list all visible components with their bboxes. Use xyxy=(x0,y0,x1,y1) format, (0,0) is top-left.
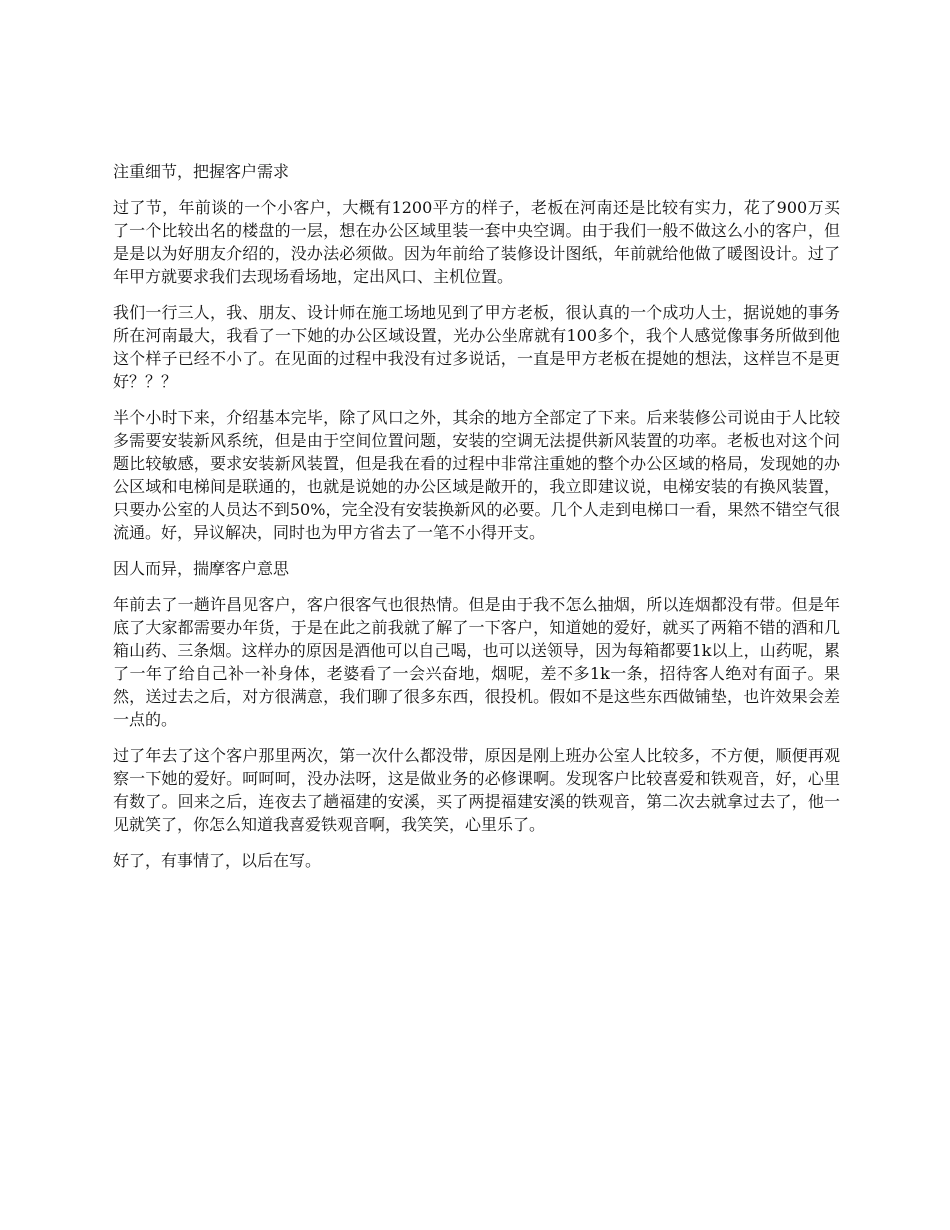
section-heading-details: 注重细节，把握客户需求 xyxy=(113,162,290,181)
section-heading-adapt: 因人而异，揣摩客户意思 xyxy=(113,559,290,578)
paragraph-ventilation-objection: 半个小时下来，介绍基本完毕，除了风口之外，其余的地方全部定了下来。后来装修公司说由于人比较多需要安装新风系统，但是由于空间位置问题，安装的空调无法提供新风装置的功率。老板也对这个问题比较敏感，要求安装新风装置，但是我在看的过程中非常注重她的整个办公区域的格局，发现她的办公区域和电梯间是联通的，也就是说她的办公区域是敞开的，我立即建议说，电梯安装的有换风装置，只要办公室的人员达不到50%，完全没有安装换新风的必要。几个人走到电梯口一看，果然不错空气很流通。好，异议解决，同时也为甲方省去了一笔不小得开支。 xyxy=(113,408,840,542)
paragraph-xuchang-visit: 年前去了一趟许昌见客户，客户很客气也很热情。但是由于我不怎么抽烟，所以连烟都没有带。但是年底了大家都需要办年货，于是在此之前我就了解了一下客户，知道她的爱好，就买了两箱不错的酒和几箱山药、三条烟。这样办的原因是酒他可以自己喝，也可以送领导，因为每箱都要1k以上，山药呢，累了一年了给自己补一补身体，老婆看了一会兴奋地，烟呢，差不多1k一条，招待客人绝对有面子。果然，送过去之后，对方很满意，我们聊了很多东西，很投机。假如不是这些东西做铺垫，也许效果会差一点的。 xyxy=(113,595,840,729)
paragraph-site-visit: 我们一行三人，我、朋友、设计师在施工场地见到了甲方老板，很认真的一个成功人士，据说她的事务所在河南最大，我看了一下她的办公区域设置，光办公坐席就有100多个，我个人感觉像事务所做到他这个样子已经不小了。在见面的过程中我没有过多说话，一直是甲方老板在提她的想法，这样岂不是更好？？？ xyxy=(113,303,840,391)
paragraph-closing: 好了，有事情了，以后在写。 xyxy=(113,851,322,870)
paragraph-client-background: 过了节，年前谈的一个小客户，大概有1200平方的样子，老板在河南还是比较有实力，花了900万买了一个比较出名的楼盘的一层，想在办公区域里装一套中央空调。由于我们一般不做这么小的客户，但是是以为好朋友介绍的，没办法必须做。因为年前给了装修设计图纸，年前就给他做了暖图设计。过了年甲方就要求我们去现场看场地，定出风口、主机位置。 xyxy=(113,198,840,286)
document-body xyxy=(113,160,840,885)
paragraph-tieguanyin: 过了年去了这个客户那里两次，第一次什么都没带，原因是刚上班办公室人比较多，不方便，顺便再观察一下她的爱好。呵呵呵，没办法呀，这是做业务的必修课啊。发现客户比较喜爱和铁观音，好，心里有数了。回来之后，连夜去了趟福建的安溪，买了两提福建安溪的铁观音，第二次去就拿过去了，他一见就笑了，你怎么知道我喜爱铁观音啊，我笑笑，心里乐了。 xyxy=(113,746,840,834)
